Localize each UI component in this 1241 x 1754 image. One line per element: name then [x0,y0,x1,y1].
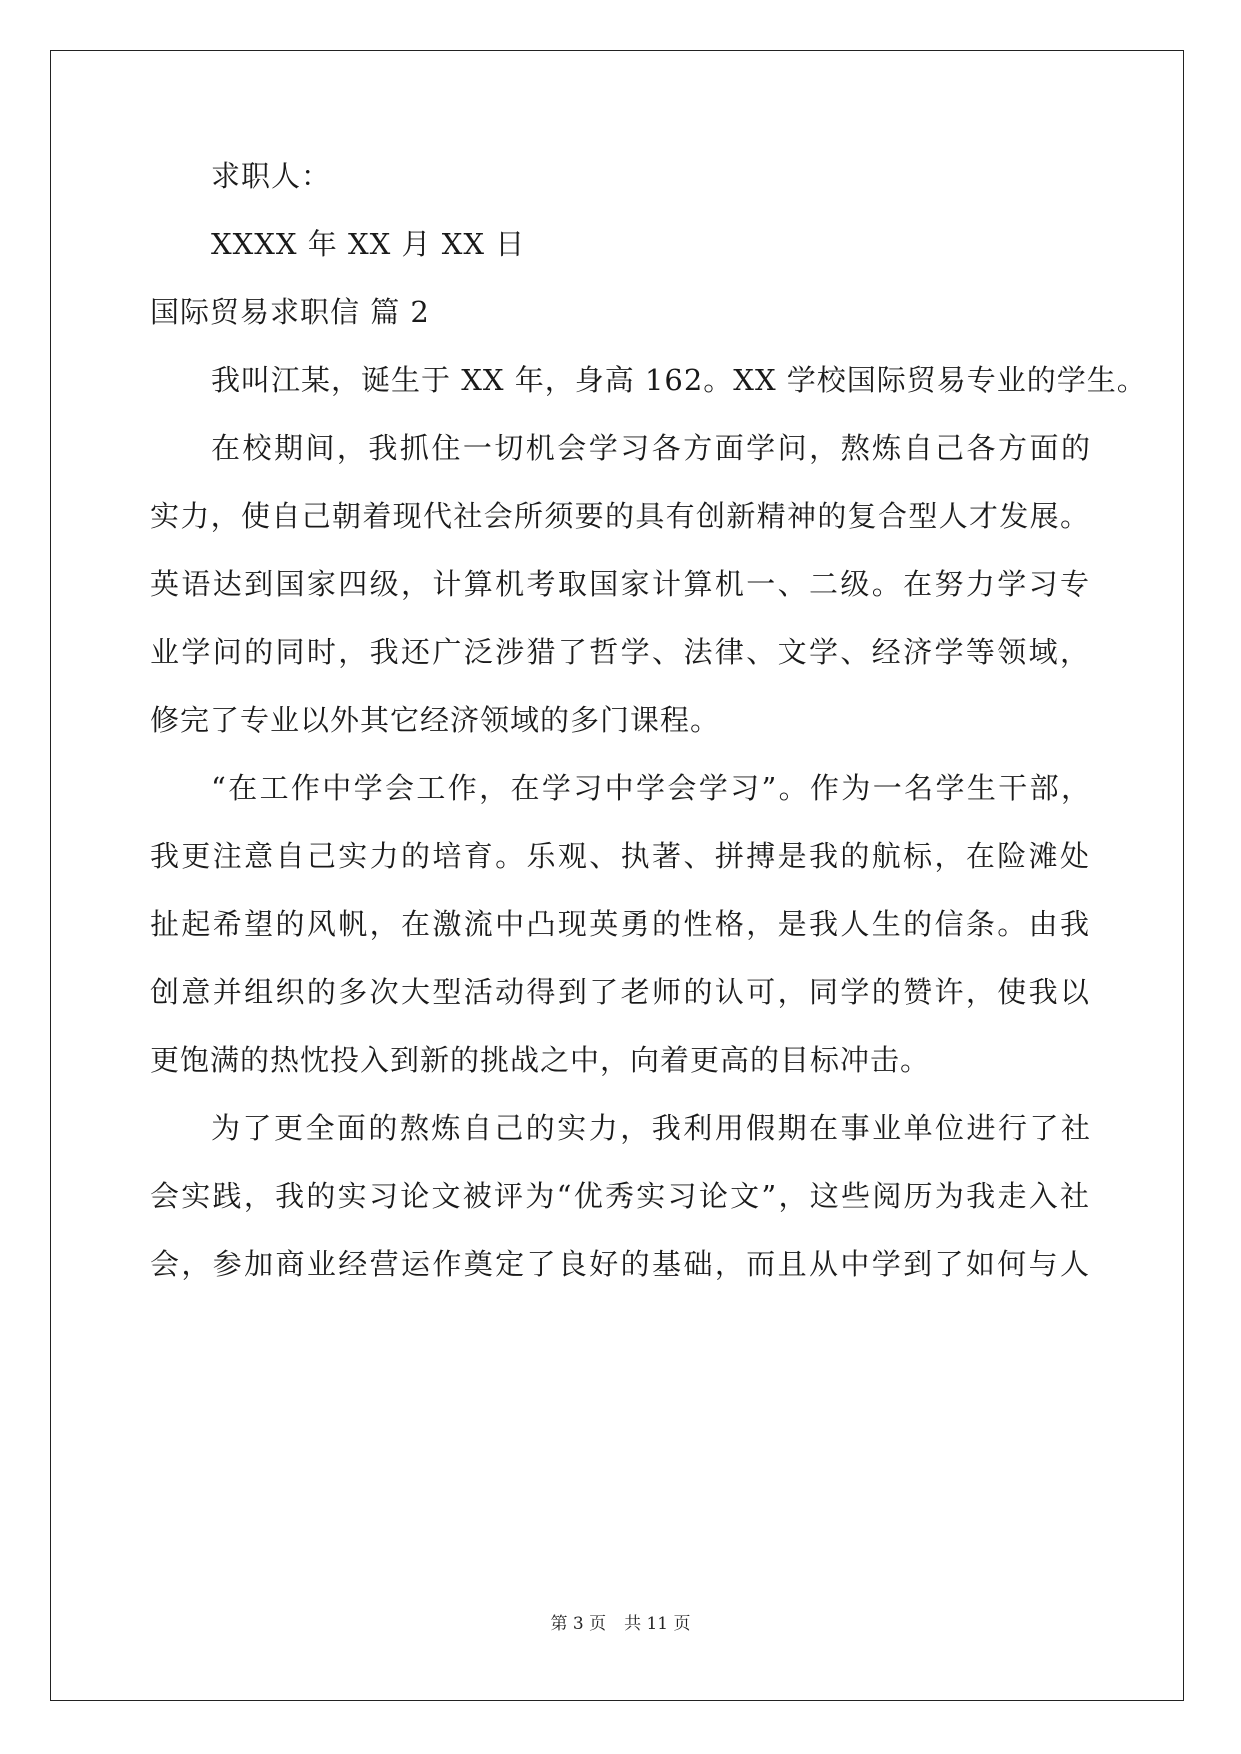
body-line: 业学问的同时，我还广泛涉猎了哲学、法律、文学、经济学等领域， [150,635,1090,669]
body-line: 扯起希望的风帆，在激流中凸现英勇的性格，是我人生的信条。由我 [150,907,1090,941]
body-line: 实力，使自己朝着现代社会所须要的具有创新精神的复合型人才发展。 [150,499,1090,533]
body-line: 更饱满的热忱投入到新的挑战之中，向着更高的目标冲击。 [150,1043,931,1077]
body-line: 我更注意自己实力的培育。乐观、执著、拼搏是我的航标，在险滩处 [150,839,1090,873]
page-total: 共 11 页 [624,1614,691,1634]
body-line: 我叫江某，诞生于 XX 年，身高 162。XX 学校国际贸易专业的学生。 [211,363,1147,397]
page-number: 第 3 页 [550,1614,607,1634]
applicant-label: 求职人： [211,159,332,193]
section-heading: 国际贸易求职信 篇 2 [150,295,430,329]
body-line: 修完了专业以外其它经济领域的多门课程。 [150,703,721,737]
body-line: 创意并组织的多次大型活动得到了老师的认可，同学的赞许，使我以 [150,975,1090,1009]
letter-date: XXXX 年 XX 月 XX 日 [211,227,526,261]
body-line: 会，参加商业经营运作奠定了良好的基础，而且从中学到了如何与人 [150,1247,1090,1281]
body-line: 为了更全面的熬炼自己的实力，我利用假期在事业单位进行了社 [211,1111,1091,1145]
body-line: “在工作中学会工作，在学习中学会学习”。作为一名学生干部， [211,771,1091,805]
body-line: 在校期间，我抓住一切机会学习各方面学问，熬炼自己各方面的 [211,431,1091,465]
page-footer [0,1612,1241,1636]
body-line: 会实践，我的实习论文被评为“优秀实习论文”，这些阅历为我走入社 [150,1179,1090,1213]
body-line: 英语达到国家四级，计算机考取国家计算机一、二级。在努力学习专 [150,567,1090,601]
